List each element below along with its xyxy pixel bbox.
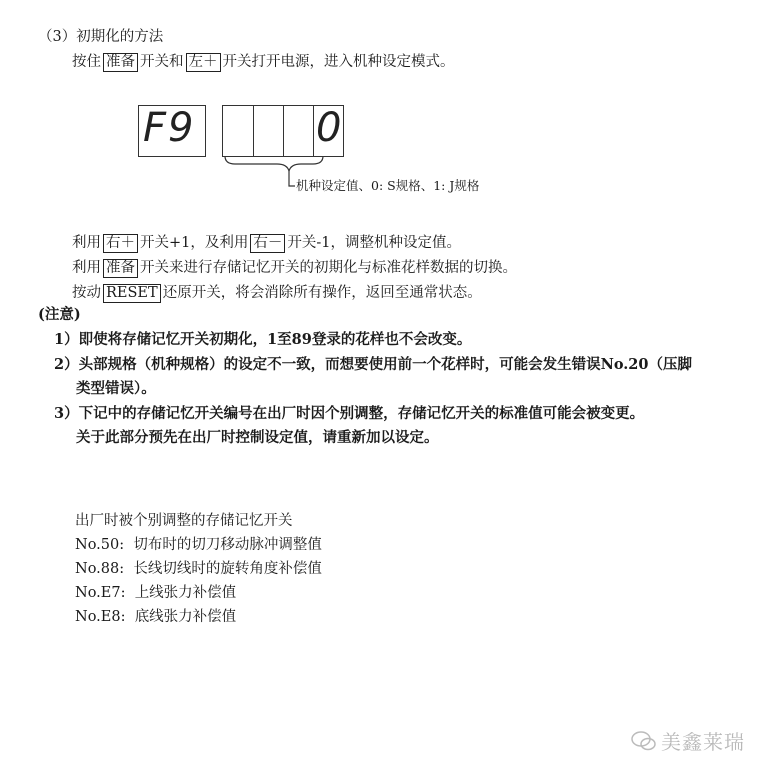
note-item: 2）头部规格（机种规格）的设定不一致，而想要使用前一个花样时，可能会发生错误No.20（压脚: [54, 356, 692, 373]
instruction-line: [72, 258, 517, 278]
switch-number: No.88:: [75, 561, 125, 577]
note-item-continued: 类型错误）。: [76, 380, 156, 397]
display-cell-divider: [283, 106, 284, 156]
text: 利用: [72, 260, 101, 276]
prepare-key-label: 准备: [103, 259, 138, 278]
display-cell-divider: [253, 106, 254, 156]
instruction-line: [72, 283, 482, 303]
note-item: 3）下记中的存储记忆开关编号在出厂时因个别调整，存储记忆开关的标准值可能会被变更。: [54, 405, 645, 422]
right-plus-key-label: 右＋: [103, 234, 138, 253]
watermark: [631, 726, 745, 755]
text: 还原开关，将会消除所有操作，返回至通常状态。: [162, 285, 482, 301]
text: 开关-1，调整机种设定值。: [287, 235, 461, 251]
note-item: 1）即使将存储记忆开关初期化，1至89登录的花样也不会改变。: [54, 331, 472, 348]
text: 按住: [72, 54, 101, 70]
right-minus-key-label: 右－: [250, 234, 285, 253]
prepare-key-label: 准备: [103, 53, 138, 72]
note-item-continued: 关于此部分预先在出厂时控制设定值，请重新加以设定。: [76, 429, 439, 446]
display-caption: 机种设定值、0: S规格、1: J规格: [296, 178, 480, 193]
text: 开关和: [140, 54, 184, 70]
display-right-value: 0: [316, 105, 344, 151]
switch-number: No.E7:: [75, 585, 126, 601]
switch-number: No.E8:: [75, 609, 126, 625]
display-left-box: [138, 105, 206, 157]
list-item: [75, 535, 322, 555]
text: 按动: [72, 285, 101, 301]
instruction-line: [72, 52, 455, 72]
section-heading: （3）初期化的方法: [38, 29, 164, 45]
switch-number: No.50:: [75, 537, 125, 553]
text: 开关打开电源，进入机种设定模式。: [222, 54, 455, 70]
text: 利用: [72, 235, 101, 251]
list-item: [75, 583, 236, 603]
display-cell-divider: [313, 106, 314, 156]
text: 开关+1，及利用: [140, 235, 249, 251]
left-plus-key-label: 左＋: [186, 53, 221, 72]
list-item: [75, 607, 236, 627]
instruction-line: [72, 233, 461, 253]
text: 开关来进行存储记忆开关的初期化与标准花样数据的切换。: [140, 260, 517, 276]
list-title: 出厂时被个别调整的存储记忆开关: [75, 513, 293, 529]
switch-description: 底线张力补偿值: [134, 609, 237, 625]
display-right-box: [222, 105, 344, 157]
notes-title: (注意): [38, 306, 81, 323]
reset-key-label: RESET: [103, 284, 161, 303]
wechat-logo-icon: [631, 730, 657, 752]
display-left-value: F9: [143, 105, 196, 151]
list-item: [75, 559, 322, 579]
switch-description: 上线张力补偿值: [134, 585, 237, 601]
switch-description: 长线切线时的旋转角度补偿值: [133, 561, 322, 577]
watermark-text: 美鑫莱瑞: [661, 730, 745, 754]
switch-description: 切布时的切刀移动脉冲调整值: [133, 537, 322, 553]
